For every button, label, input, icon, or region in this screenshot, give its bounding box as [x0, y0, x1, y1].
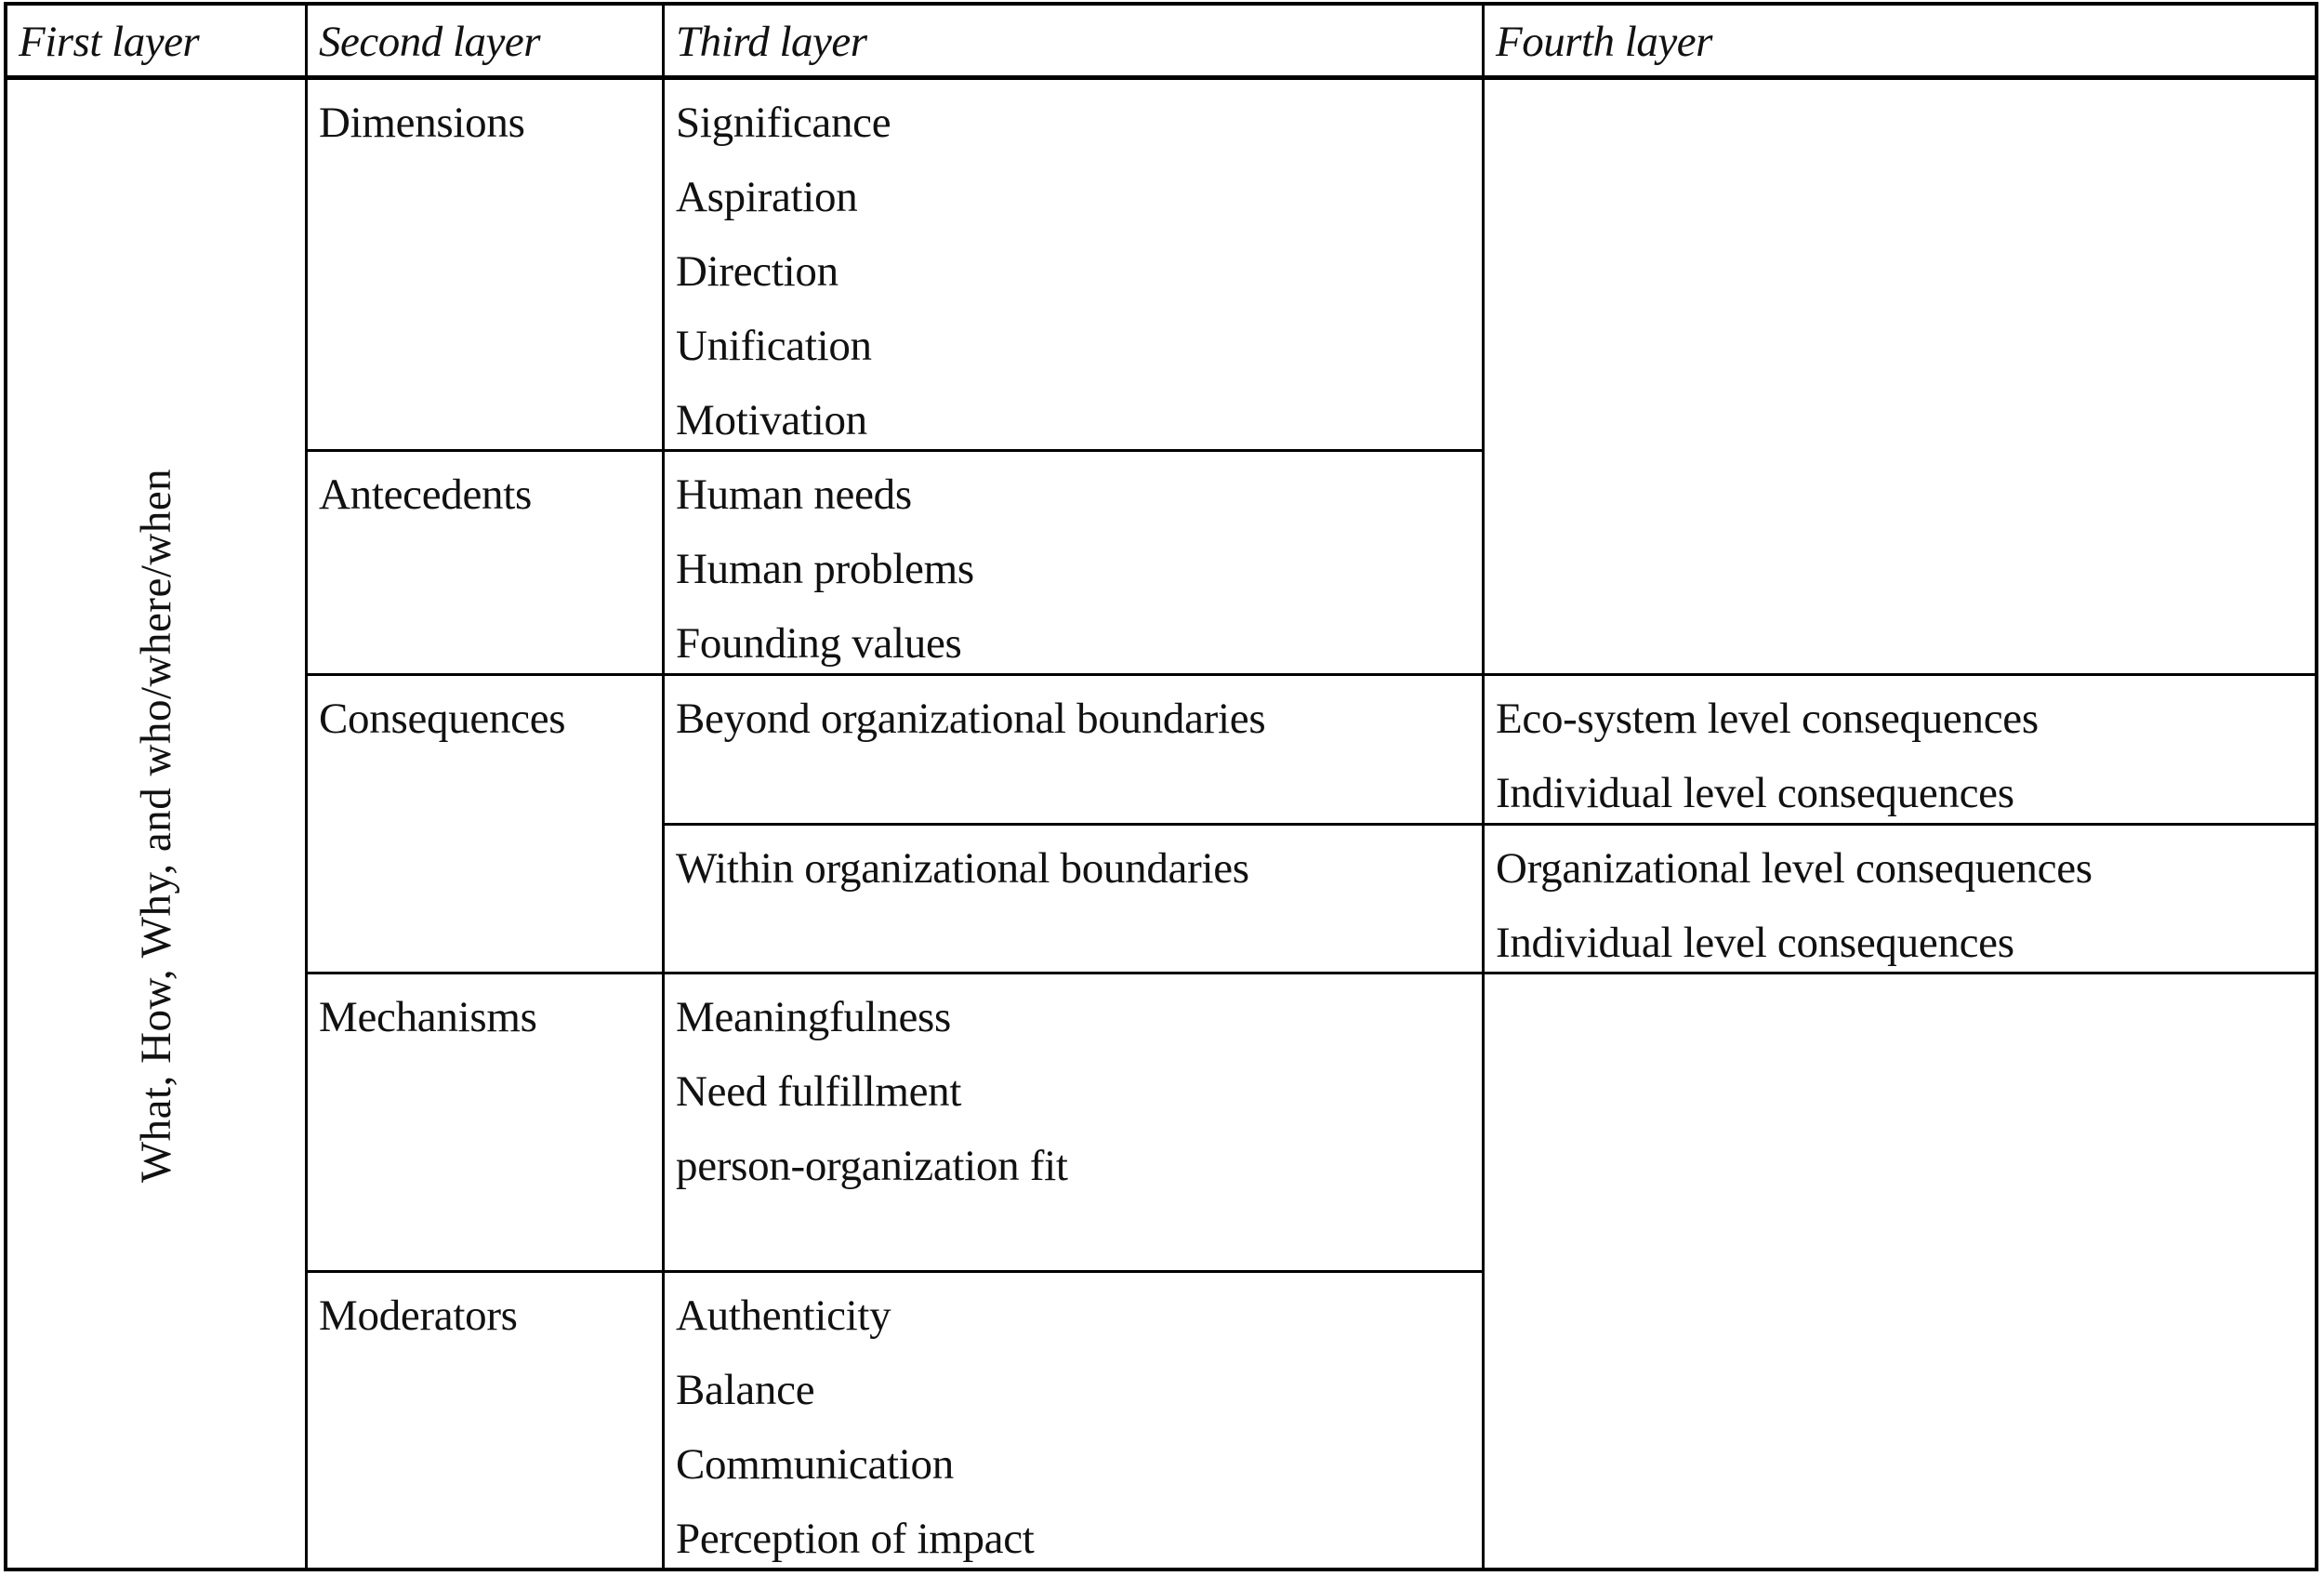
list-item: person-organization fit — [676, 1142, 1068, 1190]
header-second-layer-label: Second layer — [319, 18, 541, 66]
list-item: Beyond organizational boundaries — [676, 695, 1266, 743]
header-first-layer — [7, 6, 308, 80]
third-layer-beyond-boundaries — [665, 676, 1485, 826]
fourth-layer-empty-top — [1485, 80, 2315, 676]
list-item: Human needs — [676, 470, 912, 519]
list-item: Human problems — [676, 545, 974, 593]
first-layer-label: What, How, Why, and who/where/when — [132, 468, 180, 1184]
list-item: Significance — [676, 99, 891, 147]
second-layer-label: Moderators — [319, 1291, 518, 1340]
second-layer-label: Mechanisms — [319, 993, 537, 1041]
layers-table — [4, 2, 2318, 1571]
header-fourth-layer-label: Fourth layer — [1496, 18, 1712, 66]
header-third-layer-label: Third layer — [676, 18, 867, 66]
second-layer-moderators — [308, 1273, 665, 1571]
second-layer-label: Dimensions — [319, 99, 525, 147]
list-item: Balance — [676, 1366, 815, 1414]
second-layer-mechanisms — [308, 974, 665, 1273]
third-layer-within-boundaries — [665, 826, 1485, 974]
second-layer-dimensions — [308, 80, 665, 452]
header-third-layer — [665, 6, 1485, 80]
list-item: Within organizational boundaries — [676, 844, 1249, 893]
third-layer-antecedents — [665, 452, 1485, 676]
list-item: Individual level consequences — [1496, 769, 2014, 817]
list-item: Individual level consequences — [1496, 919, 2014, 967]
third-layer-mechanisms — [665, 974, 1485, 1273]
fourth-layer-beyond-boundaries — [1485, 676, 2315, 826]
first-layer-cell — [7, 80, 308, 1571]
list-item: Communication — [676, 1440, 954, 1489]
fourth-layer-within-boundaries — [1485, 826, 2315, 974]
list-item: Meaningfulness — [676, 993, 952, 1041]
fourth-layer-empty-bottom — [1485, 974, 2315, 1571]
list-item: Need fulfillment — [676, 1067, 962, 1116]
second-layer-label: Consequences — [319, 695, 566, 743]
list-item: Motivation — [676, 396, 867, 444]
header-first-layer-label: First layer — [19, 18, 200, 66]
third-layer-dimensions — [665, 80, 1485, 452]
list-item: Eco-system level consequences — [1496, 695, 2039, 743]
list-item: Authenticity — [676, 1291, 891, 1340]
list-item: Perception of impact — [676, 1515, 1035, 1563]
second-layer-label: Antecedents — [319, 470, 532, 519]
second-layer-antecedents — [308, 452, 665, 676]
list-item: Aspiration — [676, 173, 858, 221]
list-item: Organizational level consequences — [1496, 844, 2093, 893]
third-layer-moderators — [665, 1273, 1485, 1571]
second-layer-consequences — [308, 676, 665, 974]
list-item: Unification — [676, 322, 872, 370]
header-fourth-layer — [1485, 6, 2315, 80]
header-second-layer — [308, 6, 665, 80]
list-item: Founding values — [676, 619, 962, 668]
list-item: Direction — [676, 247, 838, 296]
